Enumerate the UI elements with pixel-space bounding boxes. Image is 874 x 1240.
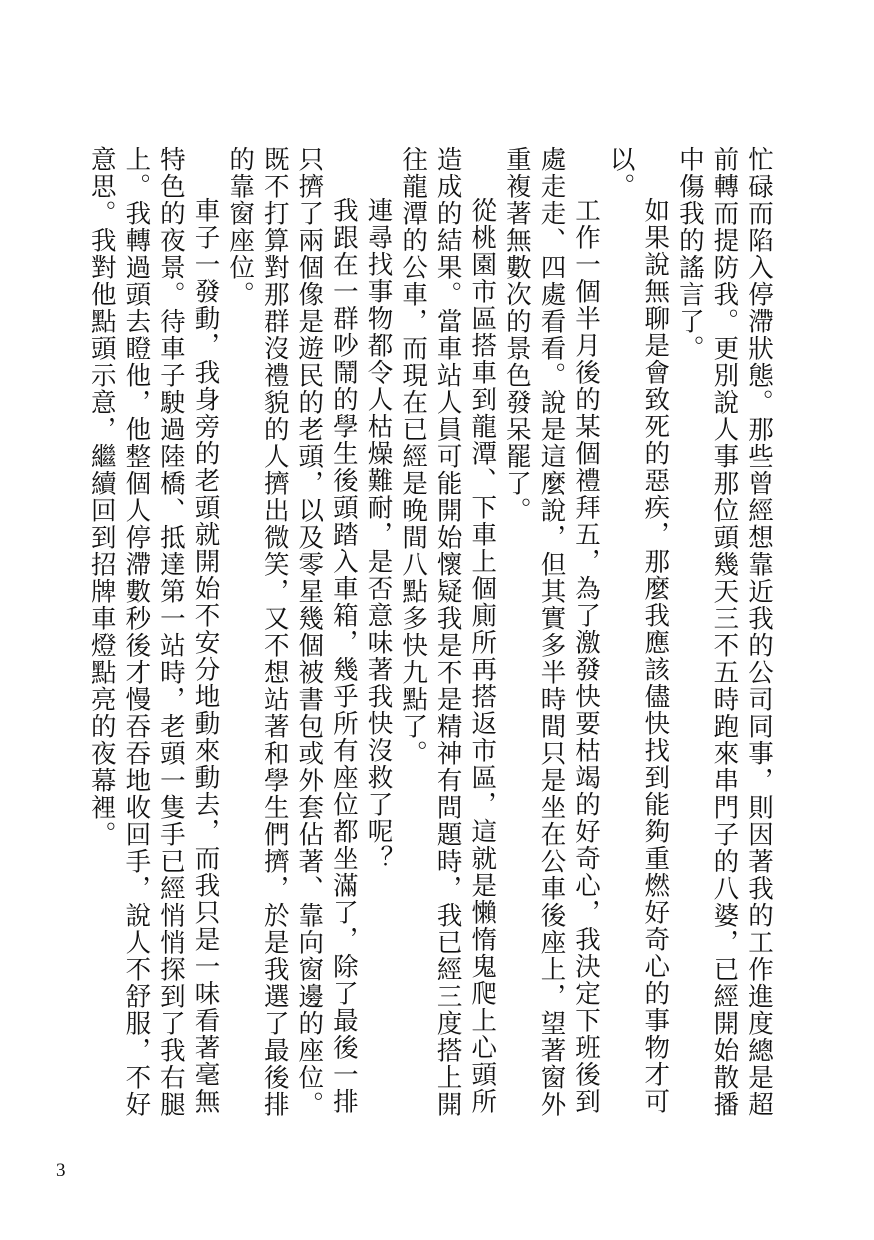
paragraph-6: 我跟在一群吵鬧的學生後頭踏入車箱，幾乎所有座位都坐滿了，除了最後一排只擠了兩個像是遊民的老頭，以及零星幾個被書包或外套佔著、靠向窗邊的座位。既不打算對那群沒禮貌的人擠出微笑，又不想站著和學生們擠，於是我選了最後排的靠窗座位。 — [225, 146, 359, 1118]
paragraph-2: 如果說無聊是會致死的惡疾，那麼我應該儘快找到能夠重燃好奇心的事物才可以。 — [605, 146, 671, 1115]
paragraph-5: 連尋找事物都令人枯燥難耐，是否意味著我快沒救了呢？ — [363, 197, 394, 872]
paragraph-4: 從桃園市區搭車到龍潭、下車上個廁所再搭返市區，這就是懶惰鬼爬上心頭所造成的結果。當車站人員可能開始懷疑我是不是精神有問題時，我已經三度搭上開往龍潭的公車，而現在已經是晚間八點多快九點了。 — [398, 146, 498, 1118]
paragraph-1: 忙碌而陷入停滯狀態。那些曾經想靠近我的公司同事，則因著我的工作進度總是超前轉而提防我。更別說人事那位頭幾天三不五時跑來串門子的八婆，已經開始散播中傷我的謠言了。 — [674, 146, 774, 1118]
page-number: 3 — [56, 1160, 66, 1181]
paragraph-3: 工作一個半月後的某個禮拜五，為了激發快要枯竭的好奇心，我決定下班後到處走走、四處看看。說是這麼說，但其實多半時間只是坐在公車後座上，望著窗外重複著無數次的景色發呆罷了。 — [501, 146, 602, 1118]
vertical-body-text — [86, 146, 776, 1126]
paragraph-7: 車子一發動，我身旁的老頭就開始不安分地動來動去，而我只是一味看著毫無特色的夜景。待車子駛過陸橋、抵達第一站時，老頭一隻手已經悄悄探到了我右腿上。我轉過頭去瞪他，他整個人停滯數秒後才慢吞吞地收回手，說人不舒服，不好意思。我對他點頭示意，繼續回到招牌車燈點亮的夜幕裡。 — [86, 146, 221, 1118]
